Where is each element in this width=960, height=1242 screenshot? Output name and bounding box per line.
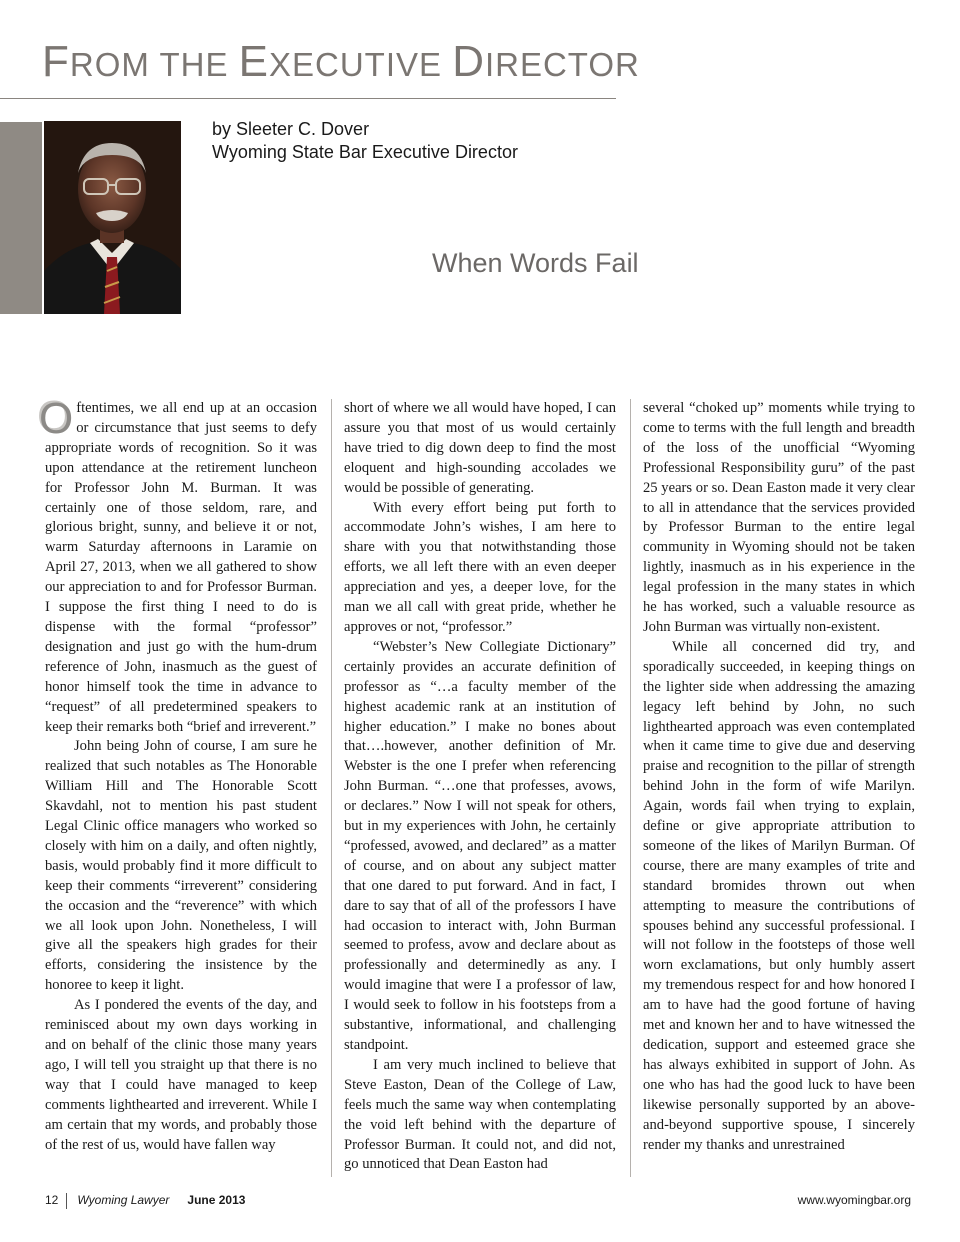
article-title: When Words Fail (432, 248, 639, 278)
byline-role: Wyoming State Bar Executive Director (212, 142, 518, 162)
article-column-2 (344, 399, 616, 1175)
article-column-3 (643, 399, 915, 1155)
page-footer-left (45, 1193, 245, 1209)
author-photo (44, 121, 181, 314)
section-title-word: FROM THE (42, 37, 239, 86)
article-column-1 (39, 394, 317, 1155)
section-title-word: DIRECTOR (452, 37, 640, 86)
paragraph-text: ftentimes, we all end up at an occasion or circumstance that just seems to defy appropriate words of recognition. So it was upon attendance at the retirement luncheon for Professor John M. Burman. It was certainly one of those seldom, rare, and glorious bright, sunny, and believe it or not, warm Saturday afternoons in Laramie on April 27, 2013, when we all gathered to show our appreciation to and for Professor Burman. I suppose the first thing I need to do is dispense with the formal “professor” designation and just go with the hum-drum reference of John, inasmuch as the guest of honor himself took the time in advance to “request” of all predetermined speakers to keep their remarks both “brief and irreverent.” (45, 400, 317, 735)
article-paragraph: “Webster’s New Collegiate Dictionary” certainly provides an accurate definition of professor as “…a faculty member of the highest academic rank at an institution of higher education.” I make no bones about that….however, another definition of Mr. Webster is the one I prefer when referencing John Burman. “…one that professes, avows, or declares.” Now I will not speak for others, but in my experiences with John, he certainly “professed, avowed, and declared” as a matter of course, and on about any subject matter that one dared to put forward. And in fact, I dare to say that of all of the professors I have had occasion to interact with, John Burman seemed to profess, avow and declare about as professionally and determinedly as any. I would imagine that were I a professor of law, I would seek to follow in his footsteps from a substantive, informational, and challenging standpoint. (344, 638, 616, 1053)
article-paragraph: As I pondered the events of the day, and reminisced about my own days working in and on behalf of the clinic those many years ago, I will tell you straight up that there is no way that I could have managed to keep comments lighthearted and irreverent. While I am certain that my words, and probably those of the rest of us, would have fallen way (45, 997, 317, 1153)
article-paragraph: several “choked up” moments while trying to come to terms with the full length and breadth of the loss of the unofficial “Wyoming Professional Responsibility guru” of the past 25 years or so. Dean Easton made it very clear to all in attendance that the services provided by Professor Burman to the entire legal community in Wyoming should not be taken lightly, inasmuch as in his experience in the legal profession in the many states in which he has worked, such a valuable resource as John Burman was virtually non-existent. (643, 400, 915, 635)
footer-divider (66, 1193, 67, 1209)
article-paragraph: While all concerned did try, and sporadically succeeded, in keeping things on the lighter side when addressing the amazing legacy left behind by John, no such lighthearted approach was even contemplated when it came time to give due and deserving praise and recognition to the pillar of strength behind John in the form of wife Marilyn. Again, words fail when trying to explain, define or give appropriate attribution to someone of the likes of Marilyn Burman. Of course, there are many examples of trite and standard bromides thrown out when attempting to measure the contributions of spouses behind any successful professional. I will not follow in the footsteps of those well worn exclamations, but only humbly assert my tremendous respect for and how honored I am to have had the good fortune of having met and known her and to have witnessed the dedication, support and esteemed grace she has always exhibited in support of John. As one who has had the good luck to have been likewise personally supported by an above-and-beyond supportive spouse, I sincerely render my thanks and unrestrained (643, 638, 915, 1153)
article-paragraph: With every effort being put forth to accommodate John’s wishes, I am here to share with you that notwithstanding those efforts, we all left there with an even deeper appreciation and yes, a deeper love, for the man we all call with great pride, whether he approves or not, “professor.” (344, 499, 616, 635)
column-divider (630, 399, 631, 1177)
byline-author: by Sleeter C. Dover (212, 119, 370, 139)
drop-cap: O (39, 394, 74, 443)
page-number: 12 (45, 1193, 59, 1208)
section-title-word: EXECUTIVE (238, 37, 453, 86)
article-paragraph: I am very much inclined to believe that Steve Easton, Dean of the College of Law, feels much the same way when contemplating the void left behind with the departure of Professor Burman. It could not, and did not, go unnoticed that Dean Easton had (344, 1056, 616, 1173)
title-divider (0, 98, 616, 99)
author-portrait-image (44, 121, 181, 314)
section-title (42, 37, 640, 86)
website-url: www.wyomingbar.org (797, 1193, 911, 1207)
article-paragraph (39, 394, 317, 737)
column-divider (331, 399, 332, 1177)
issue-date: June 2013 (187, 1193, 246, 1208)
byline (212, 118, 518, 164)
article-paragraph: short of where we all would have hoped, I can assure you that most of us would certainly have tried to dig down deep to find the most eloquent and high-sounding accolades we would be possible of generating. (344, 400, 616, 496)
magazine-name: Wyoming Lawyer (77, 1193, 170, 1208)
decorative-side-bar (0, 122, 42, 314)
article-paragraph: John being John of course, I am sure he realized that such notables as The Honorable William Hill and The Honorable Scott Skavdahl, not to mention his past student Legal Clinic office managers who worked so closely with him on a daily, and often nightly, basis, would probably find it more difficult to keep their comments “irreverent” considering the occasion and the “reverence” with which we all look upon John. Nonetheless, I will give all the speakers high grades for their efforts, considering the insistence by the honoree to keep it light. (45, 738, 317, 994)
